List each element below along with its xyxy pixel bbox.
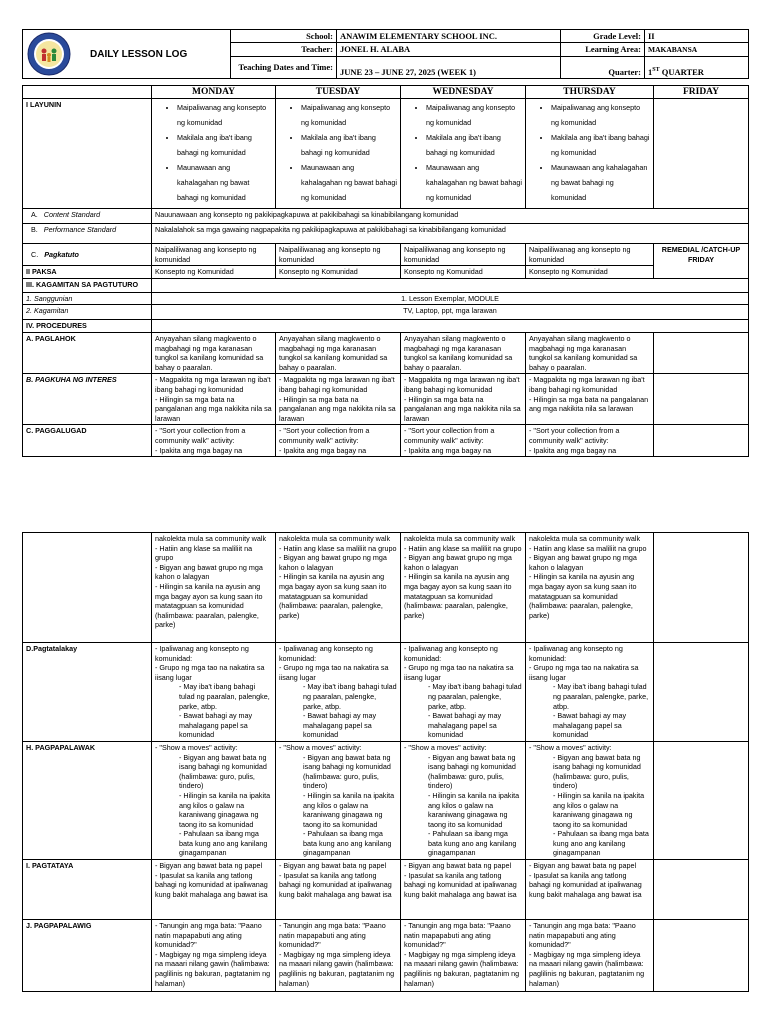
paksa-thursday: Konsepto ng Komunidad bbox=[526, 266, 654, 279]
paggalugad-cont-wednesday bbox=[401, 533, 526, 643]
procedures-empty bbox=[152, 320, 749, 333]
paglahok-label: A. PAGLAHOK bbox=[23, 332, 152, 373]
day-wednesday: WEDNESDAY bbox=[401, 86, 526, 99]
pw-line4: - Pahulaan sa ibang mga bata kung ano ang kanilang ginagampanan bbox=[553, 829, 649, 858]
paksa-row bbox=[23, 266, 749, 279]
pt-line4: - Bawat bahagi ay may mahalagang papel sa komunidad bbox=[428, 711, 502, 740]
pagkatuto-num: C. bbox=[31, 249, 39, 259]
kagamitan2-label: 2. Kagamitan bbox=[23, 305, 152, 320]
paglahok-friday bbox=[654, 332, 749, 373]
pg-line1: nakolekta mula sa community walk bbox=[529, 534, 641, 543]
paggalugad-row bbox=[23, 425, 749, 457]
paksa-label: II PAKSA bbox=[23, 266, 152, 279]
interes-wednesday bbox=[401, 374, 526, 425]
quarter-number: 1 bbox=[648, 67, 653, 77]
pw-line2: - Bigyan ang bawat bata ng isang bahagi ng komunidad (halimbawa: guro, pulis, tindero) bbox=[303, 752, 391, 791]
pt-line1: - Ipaliwanag ang konsepto ng komunidad: bbox=[404, 644, 498, 663]
pg-line3: - Bigyan ang bawat grupo ng mga kahon o lalagyan bbox=[529, 553, 637, 572]
pw-line4: - Pahulaan sa ibang mga bata kung ano ang kanilang ginagampanan bbox=[179, 829, 268, 858]
content-standard-num: A. bbox=[31, 210, 38, 219]
interes-line1: - Magpakita ng mga larawan ng iba't ibang bahagi ng komunidad bbox=[279, 375, 395, 394]
pt-line2: - Grupo ng mga tao na nakatira sa iisang lugar bbox=[155, 663, 265, 682]
pagtatalakay-label: D.Pagtatalakay bbox=[23, 643, 152, 742]
header-title-cell bbox=[23, 30, 231, 79]
interes-tuesday bbox=[276, 374, 401, 425]
pw-line4: - Pahulaan sa ibang mga bata kung ano ang kanilang ginagampanan bbox=[428, 829, 517, 858]
performance-standard-label bbox=[23, 224, 152, 244]
document-title: DAILY LESSON LOG bbox=[90, 48, 188, 60]
pagkatuto-thursday: Naipaliliwanag ang konsepto ng komunidad bbox=[526, 244, 654, 266]
quarter-word: QUARTER bbox=[659, 67, 704, 77]
pagtataya-friday bbox=[654, 860, 749, 920]
objective-3: • Maunawaan ang kahalagahan ng bawat bahagi ng komunidad bbox=[426, 160, 522, 205]
pw-line1: - "Show a moves" activity: bbox=[404, 742, 487, 752]
pw-line1: - "Show a moves" activity: bbox=[279, 742, 362, 752]
pg-line1: nakolekta mula sa community walk bbox=[404, 534, 516, 543]
pagpapalawig-label: J. PAGPAPALAWIG bbox=[23, 920, 152, 992]
pagpapalawak-thursday bbox=[526, 741, 654, 859]
learning-area-label: Learning Area: bbox=[561, 43, 645, 56]
paggalugad-label: C. PAGGALUGAD bbox=[23, 425, 152, 457]
pg-line3: - Bigyan ang bawat grupo ng mga kahon o lalagyan bbox=[155, 562, 263, 582]
day-friday: FRIDAY bbox=[654, 86, 749, 99]
day-monday: MONDAY bbox=[152, 86, 276, 99]
interes-row bbox=[23, 374, 749, 425]
content-standard-title: Content Standard bbox=[43, 210, 101, 219]
pw-line4: - Pahulaan sa ibang mga bata kung ano ang kanilang ginagampanan bbox=[303, 829, 392, 858]
ty-line1: - Bigyan ang bawat bata ng papel bbox=[404, 861, 512, 871]
kagamitan-row bbox=[23, 278, 749, 292]
pl-line1: - Tanungin ang mga bata: "Paano natin mapapabuti ang ating komunidad?" bbox=[155, 921, 262, 950]
friday-remedial-note: REMEDIAL /CATCH-UP FRIDAY bbox=[654, 244, 749, 279]
quarter-label: Quarter: bbox=[561, 56, 645, 78]
paggalugad-line1: - "Sort your collection from a community walk" activity: bbox=[404, 426, 495, 445]
sanggunian-row bbox=[23, 292, 749, 305]
corner-cell bbox=[23, 86, 152, 99]
objective-1: • Maipaliwanag ang konsepto ng komunidad bbox=[426, 100, 522, 130]
pagkatuto-title: Pagkatuto bbox=[44, 249, 79, 259]
pg-line2: - Hatiin ang klase sa maliliit na grupo bbox=[155, 543, 253, 563]
sanggunian-text: 1. Lesson Exemplar, MODULE bbox=[152, 292, 749, 305]
pt-line2: - Grupo ng mga tao na nakatira sa iisang lugar bbox=[404, 663, 514, 682]
pt-line4: - Bawat bahagi ay may mahalagang papel sa komunidad bbox=[179, 711, 253, 740]
paksa-wednesday: Konsepto ng Komunidad bbox=[401, 266, 526, 279]
paggalugad-tuesday bbox=[276, 425, 401, 457]
pt-line3: - May iba't ibang bahagi tulad ng paaralan, palengke, parke, atbp. bbox=[303, 682, 397, 711]
objective-3: • Maunawaan ang kahalagahan ng bawat bahagi ng komunidad bbox=[301, 160, 397, 205]
pagpapalawig-wednesday bbox=[401, 920, 526, 992]
objective-3: • Maunawaan ang kahalagahan ng bawat bahagi ng komunidad bbox=[551, 160, 650, 205]
pg-line2: - Hatiin ang klase sa maliliit na grupo bbox=[404, 543, 522, 553]
teaching-dates-value: JUNE 23 – JUNE 27, 2025 (WEEK 1) bbox=[337, 56, 561, 78]
kagamitan2-text: TV, Laptop, ppt, mga larawan bbox=[152, 305, 749, 320]
objective-3: • Maunawaan ang kahalagahan ng bawat bahagi ng komunidad bbox=[177, 160, 272, 205]
paggalugad-friday bbox=[654, 425, 749, 457]
grade-level-label: Grade Level: bbox=[561, 30, 645, 43]
objective-2: • Makilala ang iba't ibang bahagi ng komunidad bbox=[551, 130, 650, 160]
pagtataya-wednesday bbox=[401, 860, 526, 920]
objective-1: • Maipaliwanag ang konsepto ng komunidad bbox=[177, 100, 272, 130]
paggalugad-line2: - Ipakita ang mga bagay na bbox=[404, 445, 492, 455]
pt-line4: - Bawat bahagi ay may mahalagang papel sa komunidad bbox=[553, 711, 627, 740]
interes-friday bbox=[654, 374, 749, 425]
layunin-row bbox=[23, 99, 749, 209]
layunin-label: I LAYUNIN bbox=[23, 99, 152, 209]
quarter-value bbox=[645, 56, 749, 78]
pagtataya-monday bbox=[152, 860, 276, 920]
pt-line3: - May iba't ibang bahagi tulad ng paaralan, palengke, parke, atbp. bbox=[428, 682, 522, 711]
performance-standard-num: B. bbox=[31, 225, 38, 234]
pw-line1: - "Show a moves" activity: bbox=[529, 742, 612, 752]
layunin-wednesday bbox=[401, 99, 526, 209]
procedures-row bbox=[23, 320, 749, 333]
paggalugad-wednesday bbox=[401, 425, 526, 457]
pagpapalawak-row bbox=[23, 741, 749, 859]
pt-line3: - May iba't ibang bahagi tulad ng paaralan, palengke, parke, atbp. bbox=[179, 682, 270, 711]
paggalugad-thursday bbox=[526, 425, 654, 457]
pg-line1: nakolekta mula sa community walk bbox=[279, 534, 391, 543]
teaching-dates-label: Teaching Dates and Time: bbox=[231, 56, 337, 78]
pt-line3: - May iba't ibang bahagi tulad ng paaralan, palengke, parke, atbp. bbox=[553, 682, 649, 711]
pw-line2: - Bigyan ang bawat bata ng isang bahagi ng komunidad (halimbawa: guro, pulis, tindero) bbox=[553, 752, 641, 791]
interes-line2: - Hilingin sa mga bata na pangalanan ang mga nakikita nila sa larawan bbox=[155, 394, 272, 423]
learning-area-value: MAKABANSA bbox=[645, 43, 749, 56]
pw-line2: - Bigyan ang bawat bata ng isang bahagi ng komunidad (halimbawa: guro, pulis, tindero) bbox=[428, 752, 516, 791]
ty-line2: - Ipasulat sa kanila ang tatlong bahagi ng komunidad at ipaliwanag kung bakit mahalaga ang bawat isa bbox=[404, 870, 517, 899]
teacher-label: Teacher: bbox=[231, 43, 337, 56]
grade-level-value: II bbox=[645, 30, 749, 43]
pagpapalawig-tuesday bbox=[276, 920, 401, 992]
paggalugad-line2: - Ipakita ang mga bagay na bbox=[155, 445, 243, 455]
pt-line2: - Grupo ng mga tao na nakatira sa iisang lugar bbox=[279, 663, 389, 682]
paggalugad-cont-friday bbox=[654, 533, 749, 643]
pagkatuto-tuesday: Naipaliliwanag ang konsepto ng komunidad bbox=[276, 244, 401, 266]
interes-line1: - Magpakita ng mga larawan ng iba't ibang bahagi ng komunidad bbox=[404, 375, 520, 394]
pl-line1: - Tanungin ang mga bata: "Paano natin mapapabuti ang ating komunidad?" bbox=[529, 921, 636, 950]
pg-line1: nakolekta mula sa community walk bbox=[155, 534, 267, 543]
pagtatalakay-thursday bbox=[526, 643, 654, 742]
ty-line1: - Bigyan ang bawat bata ng papel bbox=[279, 861, 387, 871]
pg-line3: - Bigyan ang bawat grupo ng mga kahon o lalagyan bbox=[404, 553, 512, 572]
paggalugad-line1: - "Sort your collection from a community walk" activity: bbox=[155, 426, 246, 445]
school-seal-icon bbox=[26, 31, 72, 77]
paggalugad-line2: - Ipakita ang mga bagay na bbox=[279, 445, 367, 455]
paggalugad-cont-monday bbox=[152, 533, 276, 643]
lesson-log-page-1 bbox=[22, 29, 748, 457]
kagamitan-label: III. KAGAMITAN SA PAGTUTURO bbox=[23, 278, 152, 292]
pagkatuto-row bbox=[23, 244, 749, 266]
lesson-log-page-2 bbox=[22, 532, 748, 992]
day-thursday: THURSDAY bbox=[526, 86, 654, 99]
pw-line3: - Hilingin sa kanila na ipakita ang kilos o galaw na karaniwang ginagawa ng taong ito sa komunidad bbox=[303, 790, 395, 829]
interes-label: B. PAGKUHA NG INTERES bbox=[23, 374, 152, 425]
pagtataya-thursday bbox=[526, 860, 654, 920]
paggalugad-line1: - "Sort your collection from a community walk" activity: bbox=[279, 426, 370, 445]
pg-line4: - Hilingin sa kanila na ayusin ang mga bagay ayon sa kung saan ito matatagpuan sa komunidad (halimbawa: paaralan, palengke, parke) bbox=[155, 581, 263, 630]
pl-line1: - Tanungin ang mga bata: "Paano natin mapapabuti ang ating komunidad?" bbox=[404, 921, 511, 950]
paggalugad-cont-tuesday bbox=[276, 533, 401, 643]
school-value: ANAWIM ELEMENTARY SCHOOL INC. bbox=[337, 30, 561, 43]
paglahok-row bbox=[23, 332, 749, 373]
procedures-label: IV. PROCEDURES bbox=[23, 320, 152, 333]
objective-2: • Makilala ang iba't ibang bahagi ng komunidad bbox=[177, 130, 272, 160]
paglahok-tuesday: Anyayahan silang magkwento o magbahagi ng mga karanasan tungkol sa kanilang komunidad sa bahay o paaralan. bbox=[276, 332, 401, 373]
pt-line2: - Grupo ng mga tao na nakatira sa iisang lugar bbox=[529, 663, 639, 682]
pagpapalawak-friday bbox=[654, 741, 749, 859]
pg-line4: - Hilingin sa kanila na ayusin ang mga bagay ayon sa kung saan ito matatagpuan sa komunidad (halimbawa: paaralan, palengke, parke) bbox=[404, 572, 512, 620]
paksa-tuesday: Konsepto ng Komunidad bbox=[276, 266, 401, 279]
interes-monday bbox=[152, 374, 276, 425]
teacher-value: JONEL H. ALABA bbox=[337, 43, 561, 56]
kagamitan-empty bbox=[152, 278, 749, 292]
pagtatalakay-tuesday bbox=[276, 643, 401, 742]
pg-line2: - Hatiin ang klase sa maliliit na grupo bbox=[529, 543, 647, 553]
interes-line2: - Hilingin sa mga bata na pangalanan ang mga nakikita nila sa larawan bbox=[529, 394, 649, 414]
pl-line2: - Magbigay ng mga simpleng ideya na maaari nilang gawin (halimbawa: paglilinis ng bakuran, pagtatanim ng halaman) bbox=[155, 949, 271, 988]
pagkatuto-monday: Naipaliliwanag ang konsepto ng komunidad bbox=[152, 244, 276, 266]
pt-line1: - Ipaliwanag ang konsepto ng komunidad: bbox=[529, 644, 623, 663]
pagkatuto-label bbox=[23, 244, 152, 266]
pagpapalawak-tuesday bbox=[276, 741, 401, 859]
pagpapalawig-friday bbox=[654, 920, 749, 992]
paksa-monday: Konsepto ng Komunidad bbox=[152, 266, 276, 279]
pt-line1: - Ipaliwanag ang konsepto ng komunidad: bbox=[279, 644, 373, 663]
pl-line2: - Magbigay ng mga simpleng ideya na maaari nilang gawin (halimbawa: paglilinis ng bakuran, pagtatanim ng halaman) bbox=[404, 949, 520, 988]
day-tuesday: TUESDAY bbox=[276, 86, 401, 99]
paglahok-wednesday: Anyayahan silang magkwento o magbahagi ng mga karanasan tungkol sa kanilang komunidad sa bahay o paaralan. bbox=[401, 332, 526, 373]
interes-thursday bbox=[526, 374, 654, 425]
pl-line2: - Magbigay ng mga simpleng ideya na maaari nilang gawin (halimbawa: paglilinis ng bakuran, pagtatanim ng halaman) bbox=[279, 949, 395, 988]
content-standard-text: Nauunawaan ang konsepto ng pakikipagkapuwa at pakikibahagi sa kinabibilangang komunidad bbox=[152, 209, 749, 224]
pw-line3: - Hilingin sa kanila na ipakita ang kilos o galaw na karaniwang ginagawa ng taong ito sa komunidad bbox=[428, 790, 520, 829]
pg-line4: - Hilingin sa kanila na ayusin ang mga bagay ayon sa kung saan ito matatagpuan sa komunidad (halimbawa: paaralan, palengke, parke) bbox=[279, 572, 387, 620]
objective-1: • Maipaliwanag ang konsepto ng komunidad bbox=[551, 100, 650, 130]
ty-line1: - Bigyan ang bawat bata ng papel bbox=[155, 861, 263, 871]
pagpapalawig-row bbox=[23, 920, 749, 992]
pagtataya-tuesday bbox=[276, 860, 401, 920]
ty-line2: - Ipasulat sa kanila ang tatlong bahagi ng komunidad at ipaliwanag kung bakit mahalaga ang bawat isa bbox=[155, 870, 268, 899]
content-standard-label bbox=[23, 209, 152, 224]
quarter-suffix: ST bbox=[652, 67, 660, 74]
pw-line3: - Hilingin sa kanila na ipakita ang kilos o galaw na karaniwang ginagawa ng taong ito sa komunidad bbox=[179, 790, 271, 829]
layunin-friday bbox=[654, 99, 749, 209]
pl-line2: - Magbigay ng mga simpleng ideya na maaari nilang gawin (halimbawa: paglilinis ng bakuran, pagtatanim ng halaman) bbox=[529, 949, 645, 988]
ty-line1: - Bigyan ang bawat bata ng papel bbox=[529, 861, 637, 871]
pagpapalawig-thursday bbox=[526, 920, 654, 992]
interes-line1: - Magpakita ng mga larawan ng iba't ibang bahagi ng komunidad bbox=[155, 375, 271, 394]
pagtatalakay-wednesday bbox=[401, 643, 526, 742]
lesson-table-page-1 bbox=[22, 85, 749, 457]
paggalugad-cont-label bbox=[23, 533, 152, 643]
pagtataya-label: I. PAGTATAYA bbox=[23, 860, 152, 920]
pagtatalakay-monday bbox=[152, 643, 276, 742]
pg-line4: - Hilingin sa kanila na ayusin ang mga bagay ayon sa kung saan ito matatagpuan sa komunidad (halimbawa: paaralan, palengke, parke) bbox=[529, 572, 637, 620]
pl-line1: - Tanungin ang mga bata: "Paano natin mapapabuti ang ating komunidad?" bbox=[279, 921, 386, 950]
layunin-thursday bbox=[526, 99, 654, 209]
pagtataya-row bbox=[23, 860, 749, 920]
objective-2: • Makilala ang iba't ibang bahagi ng komunidad bbox=[426, 130, 522, 160]
layunin-tuesday bbox=[276, 99, 401, 209]
pagtatalakay-row bbox=[23, 643, 749, 742]
pw-line1: - "Show a moves" activity: bbox=[155, 742, 238, 752]
ty-line2: - Ipasulat sa kanila ang tatlong bahagi ng komunidad at ipaliwanag kung bakit mahalaga ang bawat isa bbox=[529, 870, 642, 899]
pt-line4: - Bawat bahagi ay may mahalagang papel sa komunidad bbox=[303, 711, 377, 740]
interes-line2: - Hilingin sa mga bata na pangalanan ang mga nakikita nila sa larawan bbox=[404, 394, 521, 423]
objective-2: • Makilala ang iba't ibang bahagi ng komunidad bbox=[301, 130, 397, 160]
interes-line2: - Hilingin sa mga bata na pangalanan ang mga nakikita nila sa larawan bbox=[279, 394, 396, 423]
ty-line2: - Ipasulat sa kanila ang tatlong bahagi ng komunidad at ipaliwanag kung bakit mahalaga ang bawat isa bbox=[279, 870, 392, 899]
pagtatalakay-friday bbox=[654, 643, 749, 742]
performance-standard-text: Nakalalahok sa mga gawaing nagpapakita ng pakikipagkapuwa at pakikibahagi sa kinabibilangang komunidad bbox=[152, 224, 749, 244]
pagpapalawak-label: H. PAGPAPALAWAK bbox=[23, 741, 152, 859]
kagamitan2-row bbox=[23, 305, 749, 320]
pt-line1: - Ipaliwanag ang konsepto ng komunidad: bbox=[155, 644, 249, 663]
school-label: School: bbox=[231, 30, 337, 43]
pagpapalawig-monday bbox=[152, 920, 276, 992]
header-table bbox=[22, 29, 749, 79]
pw-line2: - Bigyan ang bawat bata ng isang bahagi ng komunidad (halimbawa: guro, pulis, tindero) bbox=[179, 752, 267, 791]
paggalugad-cont-thursday bbox=[526, 533, 654, 643]
paggalugad-monday bbox=[152, 425, 276, 457]
pagkatuto-wednesday: Naipaliliwanag ang konsepto ng komunidad bbox=[401, 244, 526, 266]
pagpapalawak-wednesday bbox=[401, 741, 526, 859]
objective-1: • Maipaliwanag ang konsepto ng komunidad bbox=[301, 100, 397, 130]
pg-line2: - Hatiin ang klase sa maliliit na grupo bbox=[279, 543, 397, 553]
sanggunian-label: 1. Sanggunian bbox=[23, 292, 152, 305]
paggalugad-line1: - "Sort your collection from a community walk" activity: bbox=[529, 426, 620, 445]
performance-standard-row bbox=[23, 224, 749, 244]
performance-standard-title: Performance Standard bbox=[43, 225, 117, 234]
paglahok-monday: Anyayahan silang magkwento o magbahagi ng mga karanasan tungkol sa kanilang komunidad sa bahay o paaralan. bbox=[152, 332, 276, 373]
paggalugad-line2: - Ipakita ang mga bagay na bbox=[529, 445, 617, 455]
paggalugad-cont-row bbox=[23, 533, 749, 643]
pg-line3: - Bigyan ang bawat grupo ng mga kahon o lalagyan bbox=[279, 553, 387, 572]
pw-line3: - Hilingin sa kanila na ipakita ang kilos o galaw na karaniwang ginagawa ng taong ito sa komunidad bbox=[553, 790, 645, 829]
layunin-monday bbox=[152, 99, 276, 209]
paglahok-thursday: Anyayahan silang magkwento o magbahagi ng mga karanasan tungkol sa kanilang komunidad sa bahay o paaralan. bbox=[526, 332, 654, 373]
lesson-table-page-2 bbox=[22, 532, 749, 992]
pagpapalawak-monday bbox=[152, 741, 276, 859]
content-standard-row bbox=[23, 209, 749, 224]
interes-line1: - Magpakita ng mga larawan ng iba't ibang bahagi ng komunidad bbox=[529, 375, 645, 394]
